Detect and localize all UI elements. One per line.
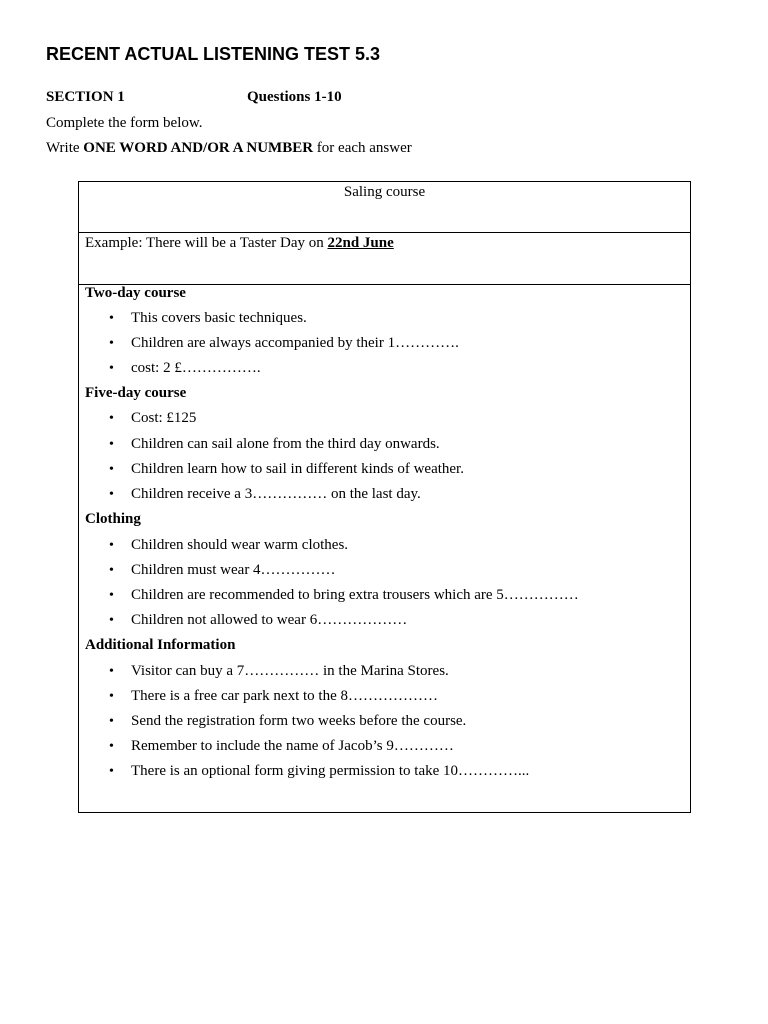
list-item (109, 310, 307, 327)
list-item-text: Children learn how to sail in different kinds of weather. (131, 461, 464, 477)
list-item (109, 663, 449, 680)
bullet-icon: • (109, 613, 114, 628)
list-item (109, 335, 459, 352)
list-item-text: cost: 2 £……………. (131, 360, 261, 376)
list-item-text: There is a free car park next to the 8……………… (131, 688, 438, 704)
heading-additional-information: Additional Information (85, 637, 236, 653)
bullet-icon: • (109, 462, 114, 477)
list-item (109, 410, 196, 427)
list-item-text: Children not allowed to wear 6……………… (131, 612, 408, 628)
instruction-suffix: for each answer (313, 140, 412, 156)
bullet-icon: • (109, 739, 114, 754)
list-item-text: Children are recommended to bring extra trousers which are 5…………… (131, 587, 579, 603)
bullet-icon: • (109, 538, 114, 553)
list-item-text: Children should wear warm clothes. (131, 537, 349, 553)
bullet-icon: • (109, 361, 114, 376)
bullet-icon: • (109, 588, 114, 603)
bullet-icon: • (109, 336, 114, 351)
list-item (109, 688, 438, 705)
bullet-icon: • (109, 311, 114, 326)
example-answer: 22nd June (327, 235, 394, 251)
form-table (78, 181, 691, 813)
list-item (109, 738, 454, 755)
list-item (109, 537, 348, 554)
list-item-text: There is an optional form giving permission to take 10…………... (131, 763, 530, 779)
list-item (109, 360, 261, 377)
example-text: Example: There will be a Taster Day on (85, 235, 328, 251)
section-header (46, 89, 342, 106)
bullet-icon: • (109, 764, 114, 779)
list-item-text: Children must wear 4…………… (131, 562, 336, 578)
heading-clothing: Clothing (85, 511, 141, 527)
instruction-line-2 (46, 140, 412, 157)
page-title: RECENT ACTUAL LISTENING TEST 5.3 (46, 44, 381, 64)
section-label: SECTION 1 (46, 89, 125, 105)
list-item-text: Children receive a 3…………… on the last day. (131, 486, 421, 502)
bullet-icon: • (109, 664, 114, 679)
list-item (109, 612, 407, 629)
list-item (109, 486, 421, 503)
list-item-text: Cost: £125 (131, 410, 197, 426)
list-item (109, 436, 440, 453)
instruction-word-limit: ONE WORD AND/OR A NUMBER (83, 140, 314, 156)
bullet-icon: • (109, 714, 114, 729)
questions-range: Questions 1-10 (247, 89, 342, 105)
list-item (109, 461, 464, 478)
bullet-icon: • (109, 689, 114, 704)
list-item-text: Remember to include the name of Jacob’s 9………… (131, 738, 454, 754)
example-row (79, 233, 690, 285)
list-item-text: Children can sail alone from the third day onwards. (131, 436, 440, 452)
list-item (109, 713, 466, 730)
bullet-icon: • (109, 437, 114, 452)
list-item-text: Visitor can buy a 7…………… in the Marina Stores. (131, 663, 449, 679)
list-item-text: This covers basic techniques. (131, 310, 307, 326)
heading-two-day-course: Two-day course (85, 285, 186, 301)
list-item-text: Send the registration form two weeks before the course. (131, 713, 467, 729)
bullet-icon: • (109, 563, 114, 578)
list-item (109, 587, 579, 604)
heading-five-day-course: Five-day course (85, 385, 187, 401)
list-item (109, 763, 529, 780)
form-title: Saling course (79, 182, 690, 233)
instruction-line-1: Complete the form below. (46, 115, 203, 131)
instruction-prefix: Write (46, 140, 84, 156)
list-item-text: Children are always accompanied by their 1…………. (131, 335, 459, 351)
bullet-icon: • (109, 487, 114, 502)
list-item (109, 562, 336, 579)
bullet-icon: • (109, 411, 114, 426)
